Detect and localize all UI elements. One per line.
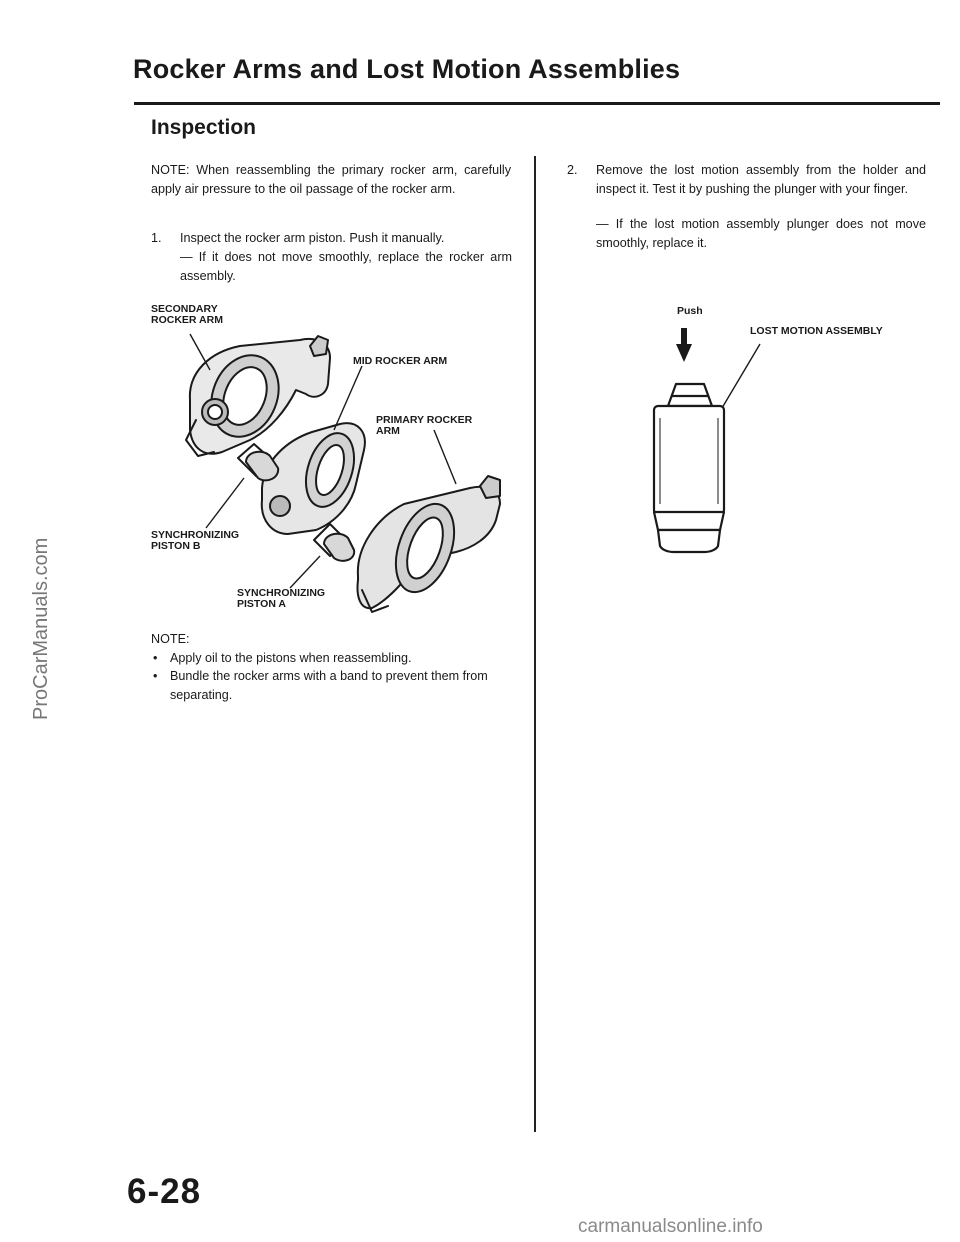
step-2-text: Remove the lost motion assembly from the holder and inspect it. Test it by pushing the plunger with your finger. <box>596 163 926 196</box>
label-primary-rocker-arm-1: PRIMARY ROCKER <box>376 414 473 426</box>
step-1-number: 1. <box>151 231 162 245</box>
label-sync-piston-a-1: SYNCHRONIZING <box>237 587 326 599</box>
label-push: Push <box>677 305 703 317</box>
list-item: • Apply oil to the pistons when reassembling. <box>151 649 521 668</box>
label-sync-piston-a-2: PISTON A <box>237 598 287 610</box>
section-heading: Inspection <box>151 116 257 139</box>
footer-watermark: carmanualsonline.info <box>578 1216 763 1237</box>
page-number: 6-28 <box>127 1172 202 1211</box>
label-sync-piston-b-1: SYNCHRONIZING <box>151 529 240 541</box>
step-2-number: 2. <box>567 163 578 177</box>
step-1-text: Inspect the rocker arm piston. Push it manually. <box>180 231 445 245</box>
label-sync-piston-b-2: PISTON B <box>151 540 201 552</box>
step-1-subtext: — If it does not move smoothly, replace the rocker arm assembly. <box>180 250 512 283</box>
page-title: Rocker Arms and Lost Motion Assemblies <box>133 54 681 84</box>
list-item: • Bundle the rocker arms with a band to prevent them from separating. <box>151 667 521 704</box>
side-watermark: ProCarManuals.com <box>30 537 52 720</box>
label-mid-rocker-arm: MID ROCKER ARM <box>353 355 448 367</box>
label-lost-motion-assembly: LOST MOTION ASSEMBLY <box>750 325 883 337</box>
label-primary-rocker-arm-2: ARM <box>376 425 400 437</box>
step-2-subtext: — If the lost motion assembly plunger does not move smoothly, replace it. <box>596 217 926 250</box>
lost-motion-assembly <box>654 384 724 552</box>
label-secondary-rocker-arm-1: SECONDARY <box>151 303 218 315</box>
label-secondary-rocker-arm-2: ROCKER ARM <box>151 314 223 326</box>
reassembly-note: NOTE: When reassembling the primary rocker arm, carefully apply air pressure to the oil passage of the rocker arm. <box>151 163 511 196</box>
push-arrow-icon <box>676 328 692 362</box>
notes-heading: NOTE: <box>151 632 190 646</box>
